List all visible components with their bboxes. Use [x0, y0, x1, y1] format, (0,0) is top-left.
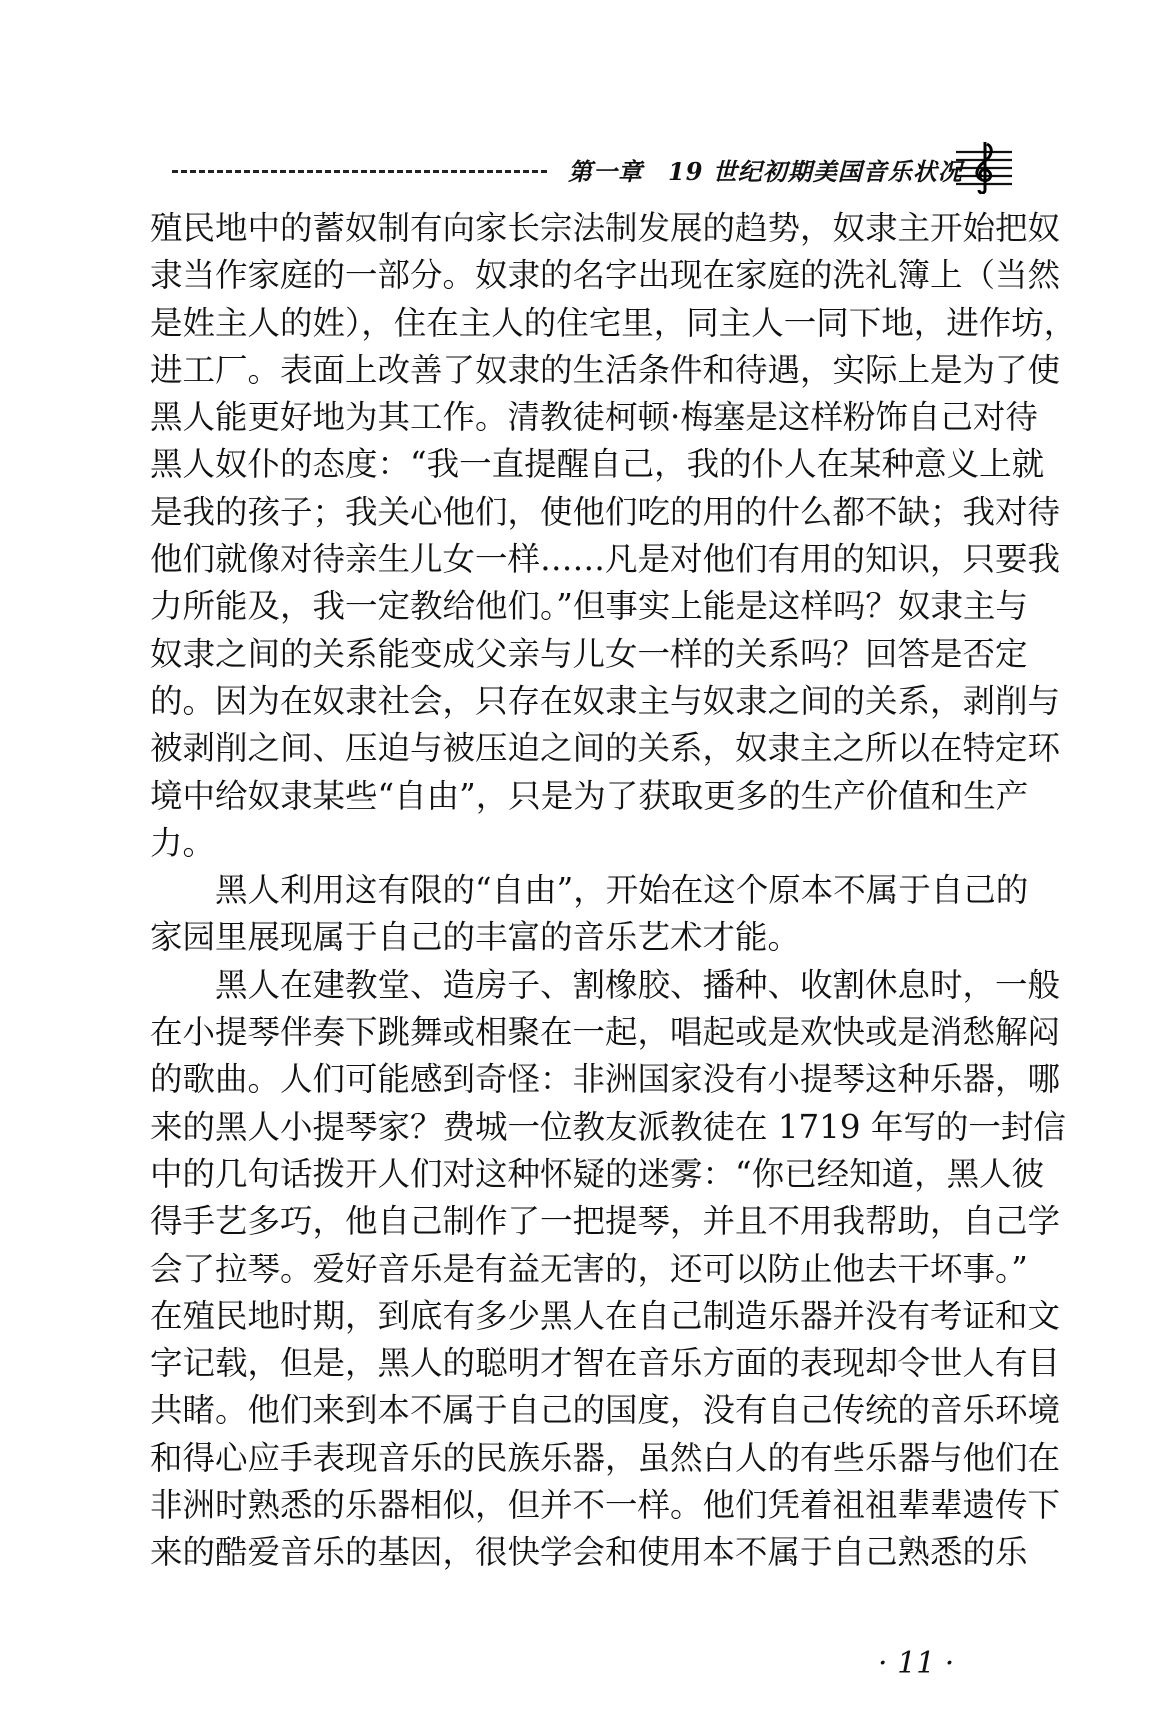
text-line: 进工厂。表面上改善了奴隶的生活条件和待遇，实际上是为了使 [150, 350, 1061, 389]
text-line: 他们就像对待亲生儿女一样……凡是对他们有用的知识，只要我 [150, 540, 1061, 579]
page-number: · 11 · [878, 1646, 955, 1681]
text-line: 中的几句话拨开人们对这种怀疑的迷雾：“你已经知道，黑人彼 [150, 1154, 1045, 1193]
text-line: 奴隶之间的关系能变成父亲与儿女一样的关系吗？回答是否定 [150, 634, 1028, 673]
header-rule [172, 170, 547, 173]
text-line: 的歌曲。人们可能感到奇怪：非洲国家没有小提琴这种乐器，哪 [150, 1060, 1061, 1099]
text-line: 在殖民地时期，到底有多少黑人在自己制造乐器并没有考证和文 [150, 1296, 1061, 1335]
chapter-title: 第一章 19 世纪初期美国音乐状况 [568, 157, 963, 186]
text-line: 是我的孩子；我关心他们，使他们吃的用的什么都不缺；我对待 [150, 492, 1061, 531]
text-line: 黑人能更好地为其工作。清教徒柯顿·梅塞是这样粉饰自己对待 [150, 398, 1038, 437]
text-line: 来的黑人小提琴家？费城一位教友派教徒在 1719 年写的一封信 [150, 1107, 1066, 1146]
text-line: 是姓主人的姓），住在主人的住宅里，同主人一同下地，进作坊， [150, 303, 1077, 342]
text-line: 被剥削之间、压迫与被压迫之间的关系，奴隶主之所以在特定环 [150, 729, 1061, 768]
text-line: 的。因为在奴隶社会，只存在奴隶主与奴隶之间的关系，剥削与 [150, 681, 1061, 720]
text-line: 非洲时熟悉的乐器相似，但并不一样。他们凭着祖祖辈辈遗传下 [150, 1486, 1061, 1525]
text-line: 殖民地中的蓄奴制有向家长宗法制发展的趋势，奴隶主开始把奴 [150, 209, 1061, 247]
text-line: 境中给奴隶某些“自由”，只是为了获取更多的生产价值和生产 [150, 776, 1029, 815]
text-line: 来的酷爱音乐的基因，很快学会和使用本不属于自己熟悉的乐 [150, 1533, 1028, 1572]
text-line: 力所能及，我一定教给他们。”但事实上能是这样吗？奴隶主与 [150, 587, 1028, 626]
text-line: 得手艺多巧，他自己制作了一把提琴，并且不用我帮助，自己学 [150, 1202, 1061, 1241]
text-line: 黑人奴仆的态度：“我一直提醒自己，我的仆人在某种意义上就 [150, 445, 1045, 484]
text-line: 黑人在建教堂、造房子、割橡胶、播种、收割休息时，一般 [215, 965, 1061, 1004]
text-line: 字记载，但是，黑人的聪明才智在音乐方面的表现却令世人有目 [150, 1344, 1061, 1383]
text-line: 力。 [150, 823, 216, 862]
paragraph [150, 205, 1077, 867]
text-line: 在小提琴伴奏下跳舞或相聚在一起，唱起或是欢快或是消愁解闷 [150, 1013, 1061, 1052]
running-header [172, 148, 1022, 198]
text-line: 隶当作家庭的一部分。奴隶的名字出现在家庭的洗礼簿上（当然 [150, 256, 1061, 295]
paragraph [150, 962, 1066, 1577]
text-line: 黑人利用这有限的“自由”，开始在这个原本不属于自己的 [215, 871, 1029, 910]
treble-clef-icon [954, 142, 1014, 194]
text-line: 家园里展现属于自己的丰富的音乐艺术才能。 [150, 918, 801, 957]
text-line: 共睹。他们来到本不属于自己的国度，没有自己传统的音乐环境 [150, 1391, 1061, 1430]
body-text [150, 205, 1077, 1577]
text-line: 会了拉琴。爱好音乐是有益无害的，还可以防止他去干坏事。” [150, 1249, 1028, 1288]
text-line: 和得心应手表现音乐的民族乐器，虽然白人的有些乐器与他们在 [150, 1438, 1061, 1477]
paragraph [150, 867, 1029, 962]
